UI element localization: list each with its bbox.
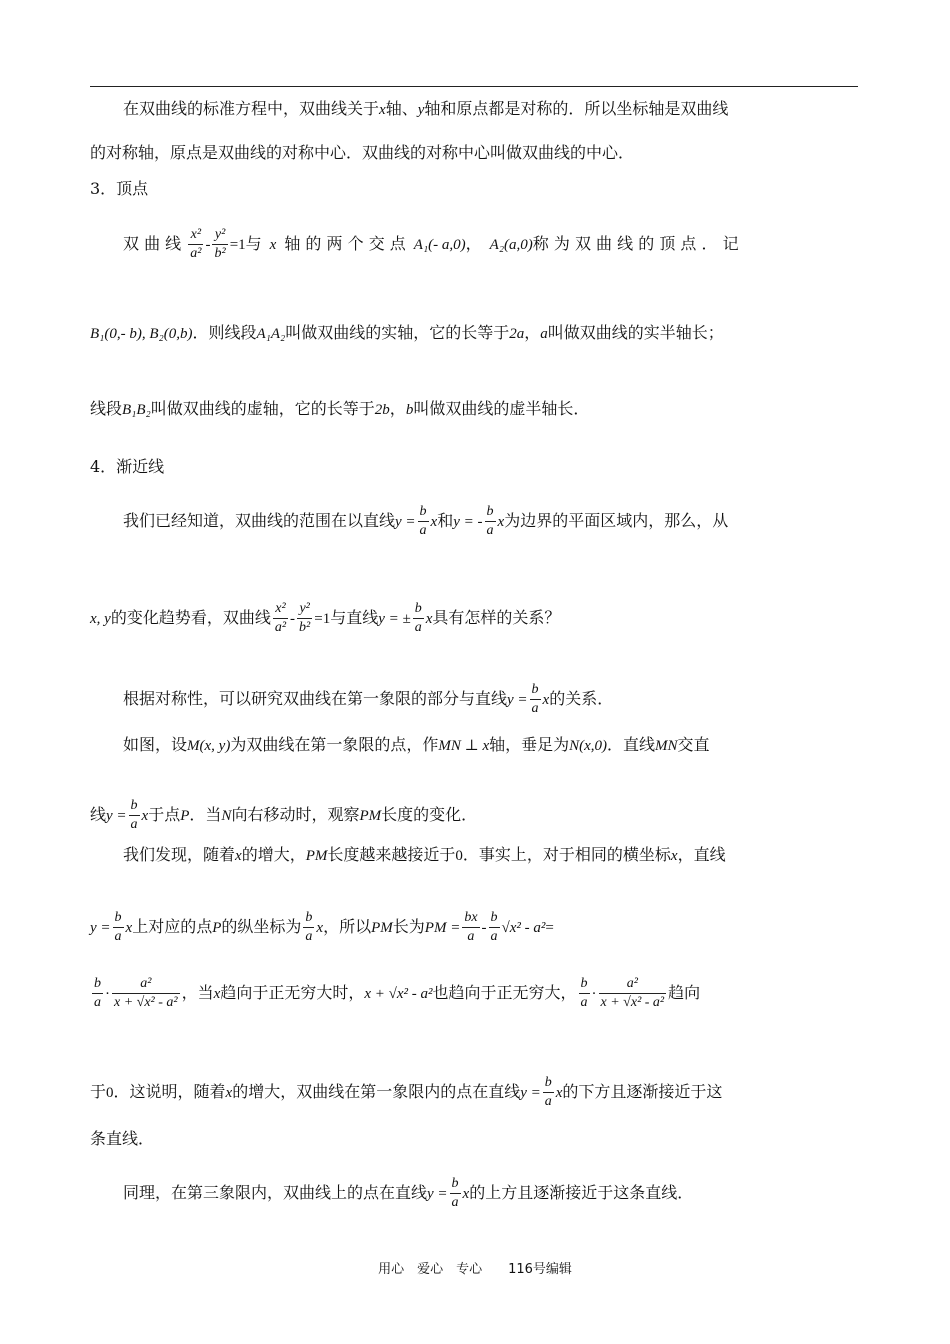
- text: 的关系．: [549, 689, 614, 708]
- numerator: a²: [626, 976, 638, 991]
- math-y: y: [417, 102, 425, 118]
- numerator: b: [486, 504, 494, 519]
- math: x: [462, 1186, 470, 1202]
- fraction: [530, 681, 541, 718]
- math-sqrt: √x² - a²: [501, 920, 546, 936]
- fraction: [599, 975, 667, 1012]
- text: 与直线: [330, 608, 379, 627]
- text: 轴 的 两 个 交 点: [284, 234, 406, 253]
- paragraph-point-p: [90, 797, 860, 834]
- text: 我们发现，随着: [123, 845, 236, 864]
- math: y =: [106, 808, 127, 824]
- math-b1b2: B₁B₂: [122, 402, 151, 418]
- text: 在双曲线的标准方程中，双曲线关于: [123, 99, 380, 118]
- fraction: [462, 909, 479, 946]
- numerator: b: [305, 910, 313, 925]
- math: x: [542, 692, 550, 708]
- numerator: bx: [464, 910, 478, 925]
- text: ，: [465, 234, 482, 253]
- text: 我们已经知道，双曲线的范围在以直线: [123, 511, 396, 530]
- text: 于点: [148, 805, 181, 824]
- numerator: b: [580, 976, 588, 991]
- math-eq: =1: [229, 237, 246, 253]
- math-op: ·: [591, 986, 597, 1002]
- text: 长为: [392, 917, 425, 936]
- fraction: [543, 1074, 554, 1111]
- paragraph-third-quadrant: [123, 1175, 893, 1212]
- paragraph-symmetry-cont: [90, 142, 860, 164]
- math: y =: [427, 1186, 448, 1202]
- fraction: [413, 600, 424, 637]
- paragraph-symmetry: [123, 98, 893, 121]
- math: 0: [455, 848, 463, 864]
- math: x: [430, 514, 438, 530]
- text: ．直线: [607, 735, 656, 754]
- denominator: a: [419, 523, 427, 538]
- text: 线段: [90, 399, 123, 418]
- math-a2: A₂(a,0): [489, 237, 533, 253]
- paragraph-figure: [123, 734, 893, 757]
- text: 的增大，双曲线在第一象限内的点在直线: [232, 1082, 521, 1101]
- numerator: b: [544, 1075, 552, 1090]
- fraction: [579, 975, 590, 1012]
- text: 叫做双曲线的实半轴长；: [547, 323, 724, 342]
- numerator: b: [531, 682, 539, 697]
- paragraph-first-quadrant: [123, 681, 893, 718]
- text: ．这说明，随着: [113, 1082, 226, 1101]
- denominator: b²: [299, 620, 311, 635]
- text: 长度的变化．: [381, 805, 478, 824]
- text: 叫做双曲线的虚轴，它的长等于: [150, 399, 375, 418]
- paragraph-real-axis: [90, 322, 860, 345]
- denominator: a: [414, 620, 422, 635]
- math: x: [213, 986, 221, 1002]
- text: 轴，垂足为: [489, 735, 570, 754]
- numerator: b: [414, 601, 422, 616]
- math: y = -: [453, 514, 483, 530]
- math: x, y: [90, 611, 111, 627]
- math: x: [555, 1085, 563, 1101]
- page-footer: 用心 爱心 专心 116号编辑: [378, 1262, 572, 1277]
- math: y =: [520, 1085, 541, 1101]
- paragraph-conclusion-cont: [90, 1128, 860, 1150]
- heading-vertex: [90, 178, 860, 200]
- math-a: a: [540, 326, 548, 342]
- math-op: -: [290, 611, 296, 627]
- section-heading: 4．渐近线: [90, 457, 165, 476]
- fraction: [297, 600, 312, 637]
- math-x: x: [269, 237, 277, 253]
- denominator: a²: [190, 246, 202, 261]
- math: x: [235, 848, 242, 864]
- text: 具有怎样的关系？: [432, 608, 561, 627]
- text: 与: [245, 234, 262, 253]
- fraction: [188, 226, 203, 263]
- math: y = ±: [378, 611, 411, 627]
- numerator: x²: [190, 227, 202, 242]
- text: 也趋向于正无穷大，: [432, 983, 577, 1002]
- denominator: a: [305, 929, 313, 944]
- text: 条直线．: [90, 1129, 155, 1148]
- text: 交直: [677, 735, 710, 754]
- denominator: a: [451, 1195, 459, 1210]
- text: ，所以: [323, 917, 372, 936]
- fraction: [418, 503, 429, 540]
- paragraph-pm-length: [90, 909, 860, 946]
- denominator: a: [544, 1094, 552, 1109]
- fraction: [92, 975, 103, 1012]
- math-op: ·: [105, 986, 110, 1002]
- math: x: [225, 1085, 233, 1101]
- denominator: x + √x² - a²: [114, 995, 178, 1010]
- math-a1: A₁(- a,0): [413, 237, 466, 253]
- fraction: [212, 226, 227, 263]
- math: y =: [90, 920, 111, 936]
- paragraph-range: [123, 503, 893, 540]
- header-rule: [90, 86, 858, 87]
- paragraph-limit: [90, 975, 860, 1012]
- math: PM: [305, 848, 328, 864]
- fraction: [489, 909, 500, 946]
- text: 同理，在第三象限内，双曲线上的点在直线: [123, 1183, 428, 1202]
- fraction: [303, 909, 314, 946]
- text: ，: [389, 399, 406, 418]
- text: 的纵坐标为: [221, 917, 302, 936]
- text: ，: [524, 323, 541, 342]
- denominator: a: [130, 817, 138, 832]
- text: ．则线段: [192, 323, 257, 342]
- denominator: a: [94, 995, 101, 1010]
- fraction: [450, 1175, 461, 1212]
- text: ，直线: [677, 845, 726, 864]
- math: x: [425, 611, 433, 627]
- text: 长度越来越接近于: [327, 845, 456, 864]
- text: 的增大，: [241, 845, 306, 864]
- numerator: y²: [299, 601, 310, 616]
- fraction: [129, 797, 140, 834]
- math: 0: [106, 1085, 114, 1101]
- text: 为边界的平面区域内，那么，从: [504, 511, 729, 530]
- text: ，当: [181, 983, 214, 1002]
- text: 向右移动时，观察: [231, 805, 360, 824]
- denominator: a: [462, 927, 479, 946]
- math-op: -: [481, 920, 487, 936]
- math-b-points: B₁(0,- b), B₂(0,b): [90, 326, 193, 342]
- paragraph-vertex: [123, 226, 893, 263]
- fraction: [273, 600, 288, 637]
- numerator: x²: [275, 601, 286, 616]
- paragraph-conclusion: [90, 1074, 860, 1111]
- math: PM: [371, 920, 393, 936]
- text: 叫做双曲线的虚半轴长．: [413, 399, 590, 418]
- math: P: [212, 920, 222, 936]
- math: P: [180, 808, 190, 824]
- text: 的下方且逐渐接近于这: [562, 1082, 723, 1101]
- math-a1a2: A₁A₂: [256, 326, 286, 342]
- paragraph-imag-axis: [90, 398, 860, 421]
- denominator: a: [114, 929, 122, 944]
- denominator: a: [531, 701, 539, 716]
- math-x: x: [379, 102, 386, 118]
- math: PM =: [424, 920, 461, 936]
- numerator: b: [419, 504, 427, 519]
- math: N: [221, 808, 232, 824]
- text: 于: [90, 1082, 107, 1101]
- text: 的上方且逐渐接近于这条直线．: [469, 1183, 694, 1202]
- text: 线: [90, 805, 107, 824]
- denominator: a: [580, 995, 588, 1010]
- text: 和: [437, 511, 454, 530]
- text: ．当: [189, 805, 222, 824]
- math: x: [141, 808, 149, 824]
- text: 叫做双曲线的实轴，它的长等于: [285, 323, 510, 342]
- paragraph-discovery: [123, 844, 893, 867]
- numerator: b: [490, 910, 498, 925]
- fraction: [485, 503, 496, 540]
- math: MN ⊥ x: [438, 738, 490, 754]
- text: 如图，设: [123, 735, 188, 754]
- math-b: b: [405, 402, 414, 418]
- text: 趋向于正无穷大时，: [220, 983, 365, 1002]
- math-2b: 2b: [374, 402, 390, 418]
- math: y =: [507, 692, 528, 708]
- text: 称 为 双 曲 线 的 顶 点 ． 记: [532, 234, 739, 253]
- math-eq: =: [545, 920, 554, 936]
- denominator: a²: [274, 620, 287, 635]
- denominator: x + √x² - a²: [600, 995, 665, 1010]
- numerator: b: [94, 976, 101, 991]
- math: M(x, y): [187, 738, 231, 754]
- section-heading: 3．顶点: [90, 179, 149, 198]
- text: 的对称轴，原点是双曲线的对称中心．双曲线的对称中心叫做双曲线的中心．: [90, 143, 635, 162]
- numerator: b: [114, 910, 122, 925]
- numerator: a²: [140, 976, 152, 991]
- numerator: b: [130, 798, 138, 813]
- math-op: -: [205, 237, 211, 253]
- math: PM: [359, 808, 382, 824]
- denominator: a: [486, 523, 494, 538]
- text: 趋向: [668, 983, 701, 1002]
- math: x: [497, 514, 505, 530]
- denominator: b²: [214, 246, 226, 261]
- math: x: [670, 848, 678, 864]
- denominator: a: [490, 929, 498, 944]
- text: 轴和原点都是对称的．所以坐标轴是双曲线: [424, 99, 729, 118]
- math: MN: [655, 738, 678, 754]
- fraction: [112, 975, 180, 1012]
- text: ．事实上，对于相同的横坐标: [462, 845, 671, 864]
- math: y =: [395, 514, 416, 530]
- text: 为双曲线在第一象限的点，作: [230, 735, 439, 754]
- math: N(x,0): [569, 738, 608, 754]
- text: 根据对称性，可以研究双曲线在第一象限的部分与直线: [123, 689, 508, 708]
- math-2a: 2a: [509, 326, 525, 342]
- math-eq: =1: [314, 611, 331, 627]
- numerator: y²: [214, 227, 226, 242]
- math: x: [316, 920, 324, 936]
- math: x + √x² - a²: [364, 986, 433, 1002]
- text: 上对应的点: [132, 917, 213, 936]
- heading-asymptote: [90, 456, 860, 478]
- text: 轴、: [385, 99, 418, 118]
- fraction: [113, 909, 124, 946]
- text: 双 曲 线: [123, 234, 182, 253]
- paragraph-trend: [90, 600, 860, 637]
- text: 的变化趋势看，双曲线: [110, 608, 271, 627]
- math: x: [125, 920, 133, 936]
- numerator: b: [451, 1176, 459, 1191]
